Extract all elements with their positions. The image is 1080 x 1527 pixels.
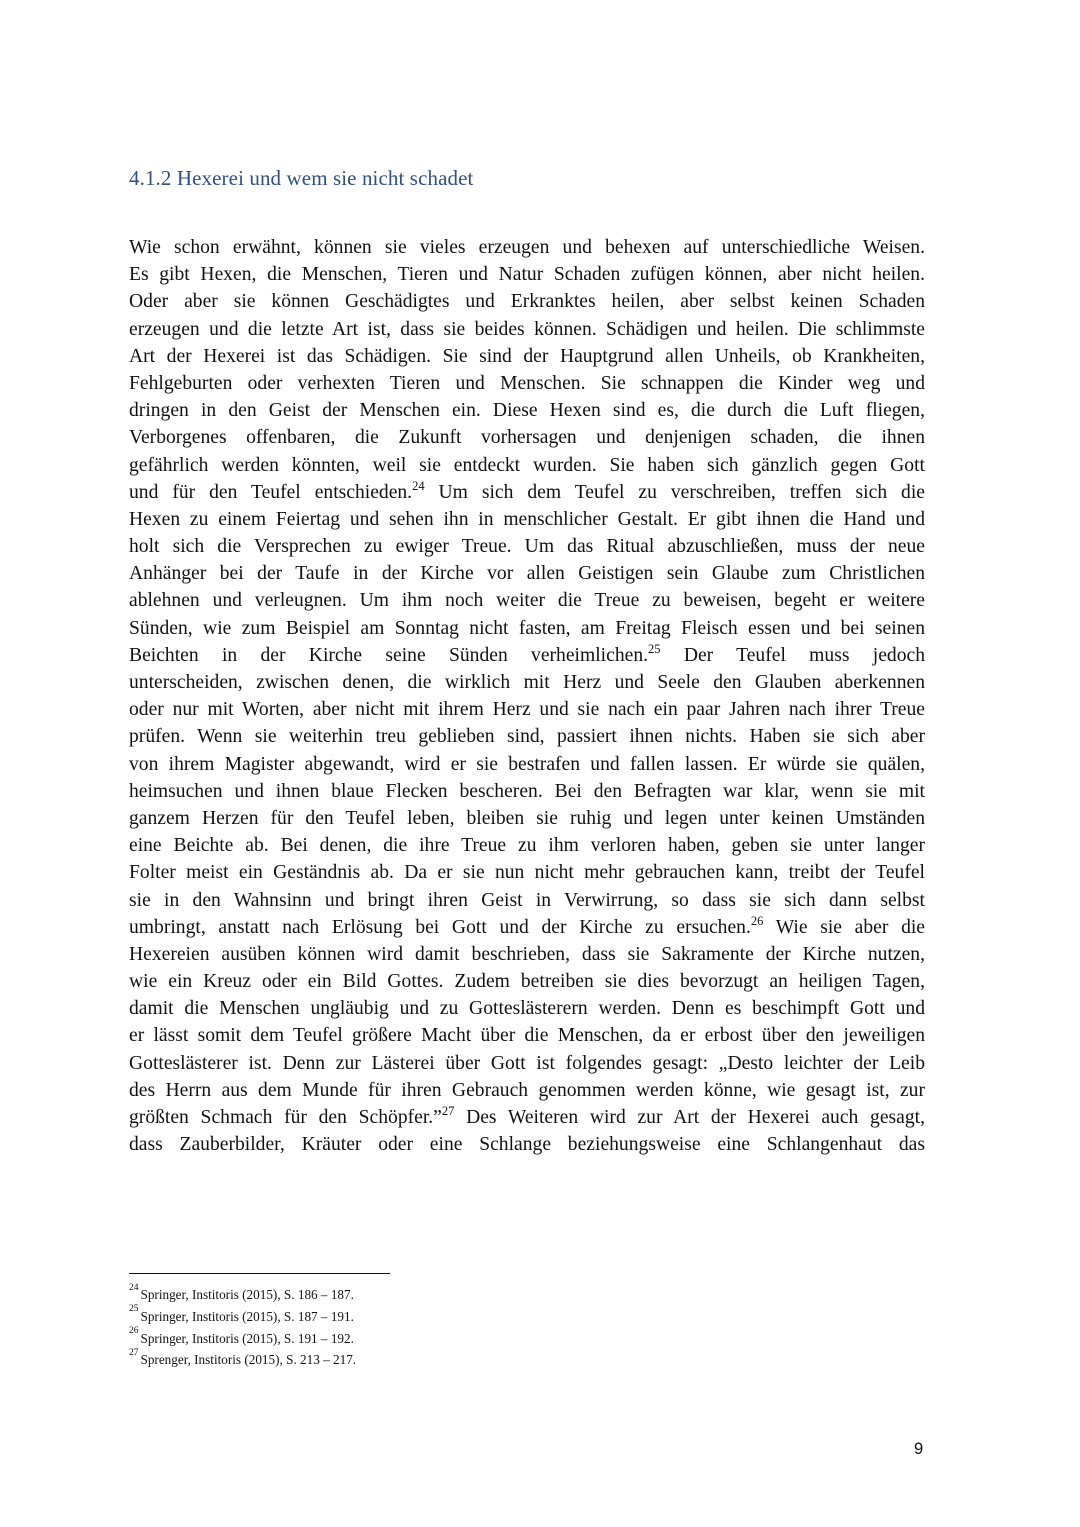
page-number: 9 (914, 1440, 924, 1458)
body-line-text: Sünden, wie zum Beispiel am Sonntag nicht fasten, am Freitag Fleisch essen und bei seinen (129, 617, 925, 639)
body-line-text: prüfen. Wenn sie weiterhin treu geblieben sind, passiert ihnen nichts. Haben sie sich aber (129, 726, 925, 748)
body-line (129, 615, 925, 642)
body-line (129, 669, 925, 696)
body-line-text: Folter meist ein Geständnis ab. Da er sie nun nicht mehr gebrauchen kann, treibt der Teufel (129, 862, 925, 884)
footnote-reference: 24 (412, 478, 425, 493)
body-line-text: von ihrem Magister abgewandt, wird er sie bestrafen und fallen lassen. Er würde sie quälen, (129, 753, 925, 775)
footnote-number: 24 (129, 1282, 139, 1293)
body-line-text: Anhänger bei der Taufe in der Kirche vor allen Geistigen sein Glaube zum Christlichen (129, 563, 925, 585)
body-line-text: Wie sie aber die (763, 916, 925, 938)
body-line-text: dringen in den Geist der Menschen ein. Diese Hexen sind es, die durch die Luft fliegen, (129, 400, 925, 422)
body-line (129, 941, 925, 968)
body-line-text: erzeugen und die letzte Art ist, dass sie beides können. Schädigen und heilen. Die schlimmste (129, 318, 925, 340)
body-line-text: Wie schon erwähnt, können sie vieles erzeugen und behexen auf unterschiedliche Weisen. (129, 237, 925, 258)
body-line-text: Art der Hexerei ist das Schädigen. Sie sind der Hauptgrund allen Unheils, ob Krankheiten, (129, 345, 925, 367)
body-line (129, 1077, 925, 1104)
body-line-text: er lässt somit dem Teufel größere Macht über die Menschen, da er erbost über den jeweiligen (129, 1025, 925, 1047)
body-line (129, 887, 925, 914)
body-line (129, 642, 925, 669)
footnote-text: Springer, Institoris (2015), S. 186 – 187. (140, 1287, 354, 1302)
body-line (129, 1050, 925, 1077)
body-line-text: unterscheiden, zwischen denen, die wirklich mit Herz und Seele den Glauben aberkennen (129, 672, 925, 693)
body-line-text: gefährlich werden könnten, weil sie entdeckt wurden. Sie haben sich gänzlich gegen Gott (129, 454, 925, 476)
body-line (129, 968, 925, 995)
body-line (129, 723, 925, 750)
body-line (129, 533, 925, 560)
body-line (129, 832, 925, 859)
body-line (129, 506, 925, 533)
body-line (129, 261, 925, 288)
body-line-text: Um sich dem Teufel zu verschreiben, treffen sich die (424, 481, 925, 503)
body-line-text: sie in den Wahnsinn und bringt ihren Geist in Verwirrung, so dass sie sich dann selbst (129, 889, 925, 911)
body-line (129, 1104, 925, 1131)
body-line-text: Gotteslästerer ist. Denn zur Lästerei über Gott ist folgendes gesagt: „Desto leichter der Leib (129, 1052, 925, 1074)
body-paragraph (129, 234, 925, 1158)
body-line (129, 696, 925, 723)
body-line-text: ganzem Herzen für den Teufel leben, bleiben sie ruhig und legen unter keinen Umständen (129, 807, 925, 829)
footnote-number: 25 (129, 1304, 139, 1315)
body-line (129, 452, 925, 479)
body-line (129, 370, 925, 397)
body-line-text: größten Schmach für den Schöpfer.” (129, 1107, 442, 1128)
body-line-text: wie ein Kreuz oder ein Bild Gottes. Zudem betreiben sie dies bevorzugt an heiligen Tagen, (129, 971, 925, 993)
footnote-reference: 26 (750, 913, 764, 928)
body-line (129, 1022, 925, 1049)
body-line (129, 479, 925, 506)
body-line-text: Beichten in der Kirche seine Sünden verheimlichen. (129, 644, 649, 666)
body-line-text: damit die Menschen ungläubig und zu Gotteslästerern werden. Denn es beschimpft Gott und (129, 998, 925, 1020)
body-line-text: ablehnen und verleugnen. Um ihm noch weiter die Treue zu beweisen, begeht er weitere (129, 590, 925, 612)
footnote (129, 1284, 356, 1306)
footnote-number: 26 (129, 1326, 139, 1337)
body-line (129, 914, 925, 941)
footnote (129, 1306, 356, 1328)
body-line-text: umbringt, anstatt nach Erlösung bei Gott und der Kirche zu ersuchen. (129, 916, 751, 938)
body-line-text: eine Beichte ab. Bei denen, die ihre Treue zu ihm verloren haben, geben sie unter langer (129, 835, 925, 857)
body-line-text: dass Zauberbilder, Kräuter oder eine Schlange beziehungsweise eine Schlangenhaut das (129, 1134, 925, 1156)
body-line (129, 316, 925, 343)
footnote-separator (129, 1273, 390, 1274)
footnote-reference: 27 (441, 1104, 455, 1118)
body-line-text: Des Weiteren wird zur Art der Hexerei auch gesagt, (454, 1107, 925, 1128)
body-line-text: und für den Teufel entschieden. (129, 481, 413, 503)
body-line (129, 560, 925, 587)
body-line (129, 397, 925, 424)
body-line-text: holt sich die Versprechen zu ewiger Treue. Um das Ritual abzuschließen, muss der neue (129, 536, 925, 558)
body-line (129, 234, 925, 261)
body-line (129, 1131, 925, 1158)
body-line (129, 751, 925, 778)
footnote (129, 1328, 356, 1350)
body-line-text: Fehlgeburten oder verhexten Tieren und Menschen. Sie schnappen die Kinder weg und (129, 372, 925, 394)
body-line-text: des Herrn aus dem Munde für ihren Gebrauch genommen werden könne, wie gesagt ist, zur (129, 1079, 925, 1101)
body-line (129, 995, 925, 1022)
footnote-reference: 25 (648, 641, 661, 656)
footnote-number: 27 (129, 1348, 139, 1358)
body-line (129, 343, 925, 370)
body-line-text: Der Teufel muss jedoch (660, 644, 926, 666)
footnote-text: Springer, Institoris (2015), S. 187 – 191. (140, 1308, 354, 1324)
body-line (129, 778, 925, 805)
body-line-text: Oder aber sie können Geschädigtes und Erkranktes heilen, aber selbst keinen Schaden (129, 291, 925, 313)
body-line-text: Hexereien ausüben können wird damit beschrieben, dass sie Sakramente der Kirche nutzen, (129, 943, 925, 965)
section-heading: 4.1.2 Hexerei und wem sie nicht schadet (129, 166, 474, 190)
body-line (129, 288, 925, 315)
body-line-text: heimsuchen und ihnen blaue Flecken bescheren. Bei den Befragten war klar, wenn sie mit (129, 780, 925, 802)
footnote-text: Springer, Institoris (2015), S. 191 – 192. (140, 1330, 354, 1346)
footnote-text: Sprenger, Institoris (2015), S. 213 – 217. (140, 1352, 357, 1368)
body-line-text: Es gibt Hexen, die Menschen, Tieren und Natur Schaden zufügen können, aber nicht heilen. (129, 264, 925, 286)
body-line (129, 587, 925, 614)
body-line (129, 859, 925, 886)
footnotes (129, 1284, 356, 1371)
footnote (129, 1349, 356, 1371)
body-line (129, 424, 925, 451)
body-line-text: oder nur mit Worten, aber nicht mit ihrem Herz und sie nach ein paar Jahren nach ihrer Treue (129, 699, 925, 721)
body-line-text: Verborgenes offenbaren, die Zukunft vorhersagen und denjenigen schaden, die ihnen (129, 427, 925, 449)
body-line (129, 805, 925, 832)
body-line-text: Hexen zu einem Feiertag und sehen ihn in menschlicher Gestalt. Er gibt ihnen die Hand und (129, 508, 925, 530)
